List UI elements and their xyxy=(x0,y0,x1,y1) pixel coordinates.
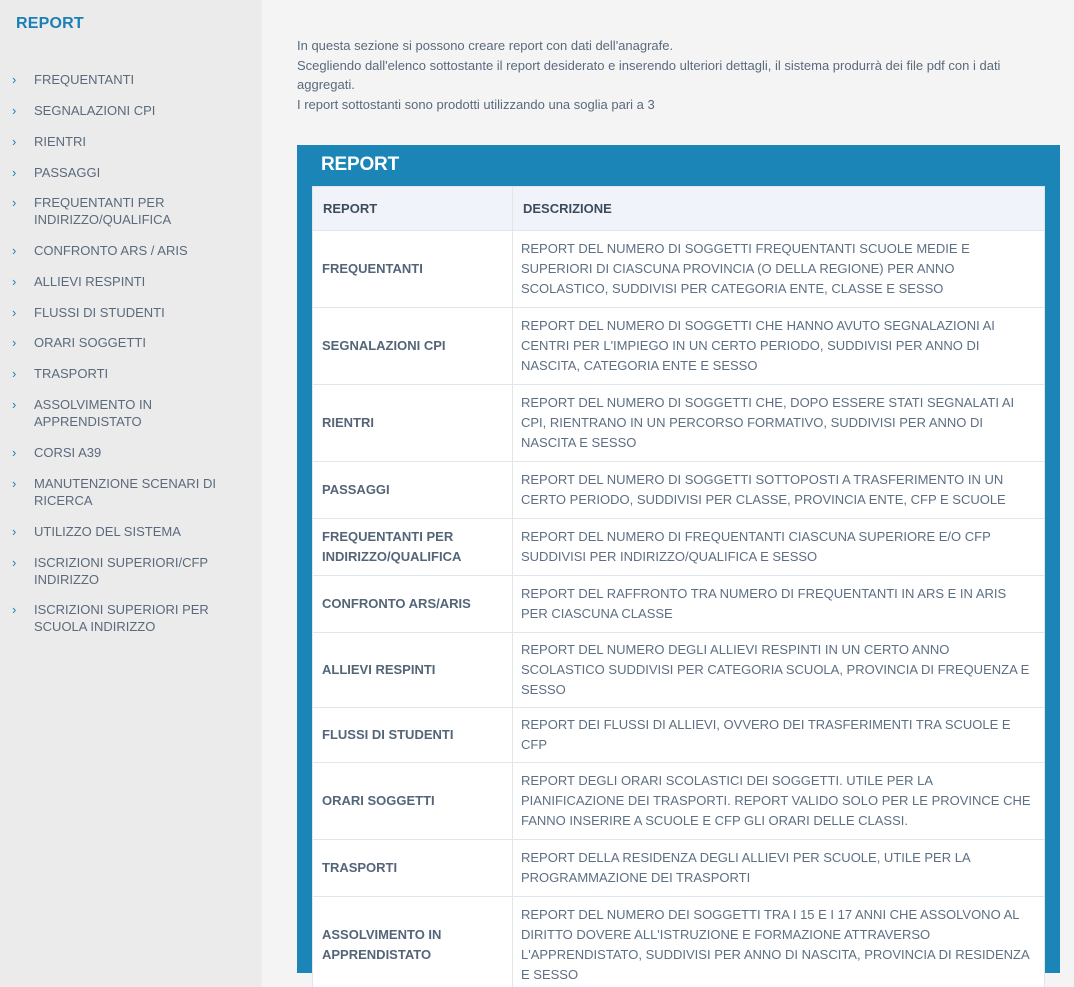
sidebar-item-segnalazioni-cpi[interactable] xyxy=(12,102,252,119)
report-table xyxy=(312,186,1045,987)
chevron-right-icon: › xyxy=(12,366,17,381)
report-name[interactable]: FREQUENTANTI PER INDIRIZZO/QUALIFICA xyxy=(313,519,513,576)
report-description: REPORT DEL RAFFRONTO TRA NUMERO DI FREQUENTANTI IN ARS E IN ARIS PER CIASCUNA CLASSE xyxy=(513,576,1045,633)
sidebar-item-allievi-respinti[interactable] xyxy=(12,273,252,290)
report-name[interactable]: TRASPORTI xyxy=(313,840,513,897)
chevron-right-icon: › xyxy=(12,555,17,570)
sidebar-item-label: TRASPORTI xyxy=(34,366,109,381)
sidebar-item-manutenzione-scenari[interactable] xyxy=(12,475,252,509)
report-description: REPORT DEL NUMERO DI SOGGETTI CHE, DOPO ESSERE STATI SEGNALATI AI CPI, RIENTRANO IN UN PERCORSO FORMATIVO, SUDDIVISI PER ANNO DI NASCITA E SESSO xyxy=(513,385,1045,462)
chevron-right-icon: › xyxy=(12,195,17,210)
report-name[interactable]: FLUSSI DI STUDENTI xyxy=(313,708,513,763)
chevron-right-icon: › xyxy=(12,72,17,87)
table-header-row xyxy=(313,187,1045,231)
sidebar-item-label: FREQUENTANTI xyxy=(34,72,135,87)
sidebar-item-label: ALLIEVI RESPINTI xyxy=(34,274,146,289)
report-description: REPORT DEL NUMERO DI FREQUENTANTI CIASCUNA SUPERIORE E/O CFP SUDDIVISI PER INDIRIZZO/QUALIFICA E SESSO xyxy=(513,519,1045,576)
sidebar-item-confronto-ars-aris[interactable] xyxy=(12,242,252,259)
report-description: REPORT DEL NUMERO DI SOGGETTI FREQUENTANTI SCUOLE MEDIE E SUPERIORI DI CIASCUNA PROVINCIA (O DELLA REGIONE) PER ANNO SCOLASTICO, SUDDIVISI PER CATEGORIA ENTE, CLASSE E SESSO xyxy=(513,231,1045,308)
report-description: REPORT DEI FLUSSI DI ALLIEVI, OVVERO DEI TRASFERIMENTI TRA SCUOLE E CFP xyxy=(513,708,1045,763)
report-description: REPORT DEL NUMERO DEI SOGGETTI TRA I 15 E I 17 ANNI CHE ASSOLVONO AL DIRITTO DOVERE ALL'ISTRUZIONE E FORMAZIONE ATTRAVERSO L'APPRENDISTATO, SUDDIVISI PER ANNO DI NASCITA, PROVINCIA DI RESIDENZA E SESSO xyxy=(513,897,1045,987)
sidebar-item-label: RIENTRI xyxy=(34,134,86,149)
chevron-right-icon: › xyxy=(12,165,17,180)
sidebar-item-label: FREQUENTANTI PER INDIRIZZO/QUALIFICA xyxy=(34,195,172,227)
sidebar-item-corsi-a39[interactable] xyxy=(12,444,252,461)
chevron-right-icon: › xyxy=(12,274,17,289)
table-row[interactable] xyxy=(313,385,1045,462)
sidebar-item-label: FLUSSI DI STUDENTI xyxy=(34,305,165,320)
table-row[interactable] xyxy=(313,462,1045,519)
intro-text xyxy=(297,36,1057,114)
report-name[interactable]: FREQUENTANTI xyxy=(313,231,513,308)
report-name[interactable]: ASSOLVIMENTO IN APPRENDISTATO xyxy=(313,897,513,987)
report-name[interactable]: ORARI SOGGETTI xyxy=(313,763,513,840)
column-header-report: REPORT xyxy=(313,187,513,231)
column-header-descrizione: DESCRIZIONE xyxy=(513,187,1045,231)
chevron-right-icon: › xyxy=(12,445,17,460)
sidebar-item-label: UTILIZZO DEL SISTEMA xyxy=(34,524,181,539)
report-description: REPORT DEL NUMERO DEGLI ALLIEVI RESPINTI IN UN CERTO ANNO SCOLASTICO SUDDIVISI PER CATEGORIA SCUOLA, PROVINCIA DI FREQUENZA E SESSO xyxy=(513,633,1045,708)
intro-line: Scegliendo dall'elenco sottostante il report desiderato e inserendo ulteriori dettagli, il sistema produrrà dei file pdf con i dati aggregati. xyxy=(297,57,1001,92)
sidebar-item-frequentanti[interactable] xyxy=(12,71,252,88)
chevron-right-icon: › xyxy=(12,134,17,149)
sidebar-title: REPORT xyxy=(16,15,84,32)
sidebar-item-iscrizioni-superiori-scuola[interactable] xyxy=(12,601,252,635)
chevron-right-icon: › xyxy=(12,305,17,320)
sidebar-item-trasporti[interactable] xyxy=(12,365,252,382)
table-row[interactable] xyxy=(313,519,1045,576)
chevron-right-icon: › xyxy=(12,524,17,539)
chevron-right-icon: › xyxy=(12,103,17,118)
table-row[interactable] xyxy=(313,763,1045,840)
sidebar-item-utilizzo-sistema[interactable] xyxy=(12,523,252,540)
sidebar-item-label: SEGNALAZIONI CPI xyxy=(34,103,156,118)
sidebar-item-label: ASSOLVIMENTO IN APPRENDISTATO xyxy=(34,397,152,429)
sidebar-item-flussi-studenti[interactable] xyxy=(12,304,252,321)
table-row[interactable] xyxy=(313,231,1045,308)
sidebar-item-frequentanti-indirizzo[interactable] xyxy=(12,194,252,228)
sidebar-item-orari-soggetti[interactable] xyxy=(12,334,252,351)
sidebar-item-label: CONFRONTO ARS / ARIS xyxy=(34,243,188,258)
sidebar-item-iscrizioni-superiori-cfp[interactable] xyxy=(12,554,252,588)
sidebar-item-label: ORARI SOGGETTI xyxy=(34,335,146,350)
sidebar-item-assolvimento[interactable] xyxy=(12,396,252,430)
report-description: REPORT DELLA RESIDENZA DEGLI ALLIEVI PER SCUOLE, UTILE PER LA PROGRAMMAZIONE DEI TRASPORTI xyxy=(513,840,1045,897)
table-row[interactable] xyxy=(313,633,1045,708)
chevron-right-icon: › xyxy=(12,243,17,258)
chevron-right-icon: › xyxy=(12,602,17,617)
chevron-right-icon: › xyxy=(12,476,17,491)
sidebar-item-label: ISCRIZIONI SUPERIORI/CFP INDIRIZZO xyxy=(34,555,208,587)
intro-line: I report sottostanti sono prodotti utilizzando una soglia pari a 3 xyxy=(297,96,655,112)
table-row[interactable] xyxy=(313,897,1045,987)
panel-title: REPORT xyxy=(321,154,399,175)
table-row[interactable] xyxy=(313,840,1045,897)
report-description: REPORT DEL NUMERO DI SOGGETTI SOTTOPOSTI A TRASFERIMENTO IN UN CERTO PERIODO, SUDDIVISI PER CLASSE, PROVINCIA ENTE, CFP E SCUOLE xyxy=(513,462,1045,519)
report-description: REPORT DEL NUMERO DI SOGGETTI CHE HANNO AVUTO SEGNALAZIONI AI CENTRI PER L'IMPIEGO IN UN CERTO PERIODO, SUDDIVISI PER ANNO DI NASCITA, CATEGORIA ENTE E SESSO xyxy=(513,308,1045,385)
chevron-right-icon: › xyxy=(12,335,17,350)
intro-line: In questa sezione si possono creare report con dati dell'anagrafe. xyxy=(297,38,674,53)
report-name[interactable]: CONFRONTO ARS/ARIS xyxy=(313,576,513,633)
report-panel xyxy=(297,145,1060,982)
report-name[interactable]: PASSAGGI xyxy=(313,462,513,519)
report-description: REPORT DEGLI ORARI SCOLASTICI DEI SOGGETTI. UTILE PER LA PIANIFICAZIONE DEI TRASPORTI. REPORT VALIDO SOLO PER LE PROVINCE CHE FANNO INSERIRE A SCUOLE E CFP GLI ORARI DELLE CLASSI. xyxy=(513,763,1045,840)
sidebar-item-label: PASSAGGI xyxy=(34,165,101,180)
report-name[interactable]: RIENTRI xyxy=(313,385,513,462)
chevron-right-icon: › xyxy=(12,397,17,412)
sidebar-item-passaggi[interactable] xyxy=(12,164,252,181)
table-row[interactable] xyxy=(313,708,1045,763)
report-name[interactable]: ALLIEVI RESPINTI xyxy=(313,633,513,708)
table-row[interactable] xyxy=(313,576,1045,633)
sidebar-item-label: ISCRIZIONI SUPERIORI PER SCUOLA INDIRIZZO xyxy=(34,602,209,634)
sidebar-item-label: MANUTENZIONE SCENARI DI RICERCA xyxy=(34,476,217,508)
sidebar xyxy=(0,0,262,987)
sidebar-item-label: CORSI A39 xyxy=(34,445,102,460)
table-row[interactable] xyxy=(313,308,1045,385)
main-content xyxy=(262,0,1074,987)
report-name[interactable]: SEGNALAZIONI CPI xyxy=(313,308,513,385)
sidebar-item-rientri[interactable] xyxy=(12,133,252,150)
